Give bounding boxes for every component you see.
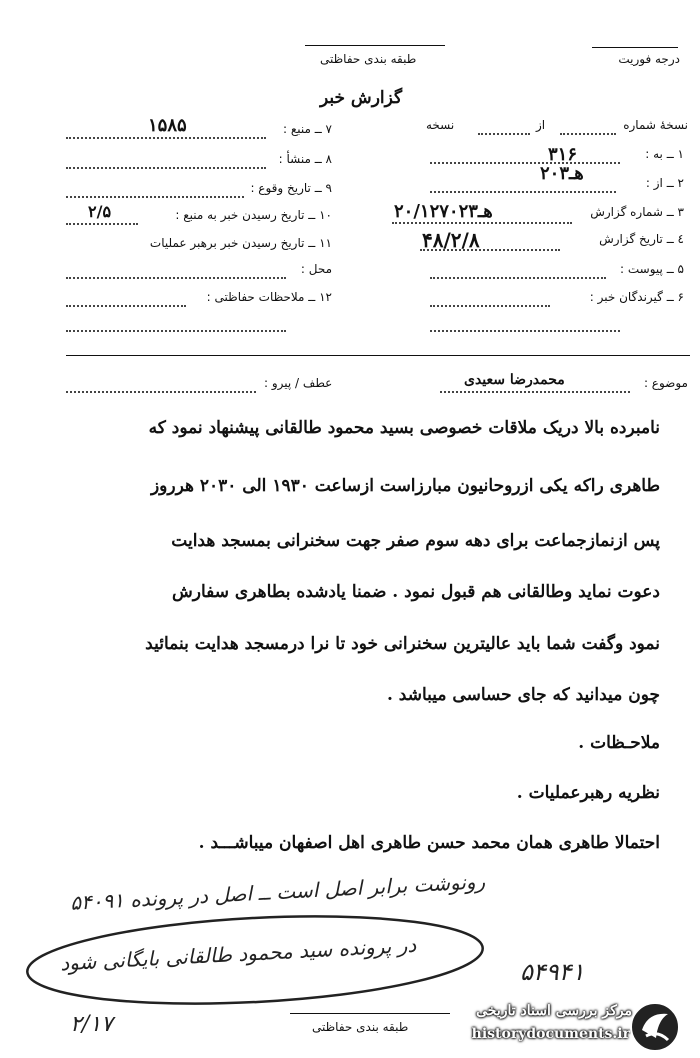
reference-label: عطف / پیرو : (264, 376, 333, 390)
field-9-label: ۹ ــ تاریخ وقوع : (250, 181, 332, 195)
watermark-title: مرکز بررسی اسناد تاریخی (476, 1003, 632, 1019)
field-10-label: ۱۰ ــ تاریخ رسیدن خبر به منبع : (175, 208, 332, 222)
field-4-label: ٤ ــ تاریخ گزارش (599, 232, 684, 246)
field-2-value: ۲۰هـ۳ (540, 163, 584, 184)
field-4-value: ۴۸/۲/۸ (422, 228, 480, 252)
field-12-label: ۱۲ ــ ملاحظات حفاظتی : (206, 290, 332, 304)
opinion-text: احتمالا طاهری همان محمد حسن طاهری اهل اصفهان میباشـــد . (198, 833, 660, 853)
handwritten-number: ۵۴۹۴۱ (520, 958, 585, 986)
field-10-dots (66, 223, 138, 225)
field-6-label: ۶ ــ گیرندگان خبر : (589, 290, 684, 304)
field-8-dots (66, 167, 266, 169)
body-line-5: نمود وگفت شما باید عالیترین سخنرانی خود تا نرا درمسجد هدایت بنمائید (145, 634, 660, 654)
handwritten-date: ۲/۱۷ (70, 1012, 113, 1037)
field-6-dots-2 (430, 330, 620, 332)
classification-label: طبقه بندی حفاظتی (320, 52, 417, 66)
field-6-dots-1 (430, 305, 550, 307)
field-1-dots (430, 162, 620, 164)
subject-value: محمدرضا سعیدی (464, 372, 565, 388)
reference-dots (66, 391, 256, 393)
footer-rule (290, 1013, 450, 1014)
field-1-label: ۱ ــ به : (645, 147, 684, 161)
subject-dots (440, 391, 630, 393)
copy-number-label: نسخهٔ شماره (623, 118, 688, 132)
field-3-value: ۲۰/۱۲۷۰۲هـ۳ (394, 201, 493, 222)
field-11-dots (66, 277, 286, 279)
section-divider (66, 355, 690, 356)
body-line-1: نامبرده بالا دریک ملاقات خصوصی بسید محمود طالقانی پیشنهاد نمود که (148, 418, 660, 438)
field-12-dots-1 (66, 305, 186, 307)
body-line-4: دعوت نماید وطالقانی هم قبول نمود . ضمنا یادشده بطاهری سفارش (172, 582, 660, 602)
field-7-label: ۷ ــ منبع : (282, 122, 332, 136)
page-title: گزارش خبر (320, 88, 403, 108)
field-10-value: ۲/۵ (88, 202, 112, 221)
copy-from-label: از (536, 118, 546, 132)
body-line-2: طاهری راکه یکی ازروحانیون مبارزاست ازساعت ۱۹۳۰ الی ۲۰۳۰ هرروز (150, 476, 660, 496)
field-5-dots (430, 277, 606, 279)
field-5-label: ۵ ــ پیوست : (620, 262, 684, 276)
footer-classification-label: طبقه بندی حفاظتی (312, 1020, 409, 1034)
field-1-value: ۳۱۶ (548, 144, 578, 165)
watermark-url: historydocuments.ir (471, 1026, 630, 1042)
field-11-place-label: محل : (300, 262, 332, 276)
field-7-value: ۱۵۸۵ (148, 115, 187, 136)
urgency-label: درجه فوریت (618, 52, 680, 66)
copy-number-dots (560, 133, 616, 135)
handwritten-note-2: در پرونده سید محمود طالقانی بایگانی شود (59, 932, 417, 976)
body-line-3: پس ازنمازجماعت برای دهه سوم صفر جهت سخنرانی بمسجد هدایت (171, 531, 660, 551)
field-7-dots (66, 137, 266, 139)
field-9-dots (66, 196, 244, 198)
classification-rule (305, 45, 445, 46)
subject-label: موضوع : (643, 376, 688, 390)
urgency-rule (592, 47, 678, 48)
field-2-dots (430, 191, 616, 193)
field-2-label: ۲ ــ از : (645, 176, 684, 190)
field-11-label: ۱۱ ــ تاریخ رسیدن خبر برهبر عملیات (149, 236, 332, 250)
copy-from-dots (478, 133, 530, 135)
opinion-label: نظریه رهبرعملیات . (516, 783, 660, 803)
field-12-dots-2 (66, 330, 286, 332)
field-8-label: ۸ ــ منشأ : (278, 152, 332, 166)
field-3-label: ۳ ــ شماره گزارش (590, 205, 684, 219)
copy-count-label: نسخه (426, 118, 455, 132)
watermark-logo-icon (628, 1000, 682, 1054)
body-line-6: چون میدانید که جای حساسی میباشد . (386, 685, 660, 705)
remarks-label: ملاحـظات . (578, 733, 660, 753)
handwritten-note-1: رونوشت برابر اصل است ــ اصل در پرونده ۵۴۰۹۱ (69, 869, 486, 915)
field-3-dots (392, 222, 572, 224)
